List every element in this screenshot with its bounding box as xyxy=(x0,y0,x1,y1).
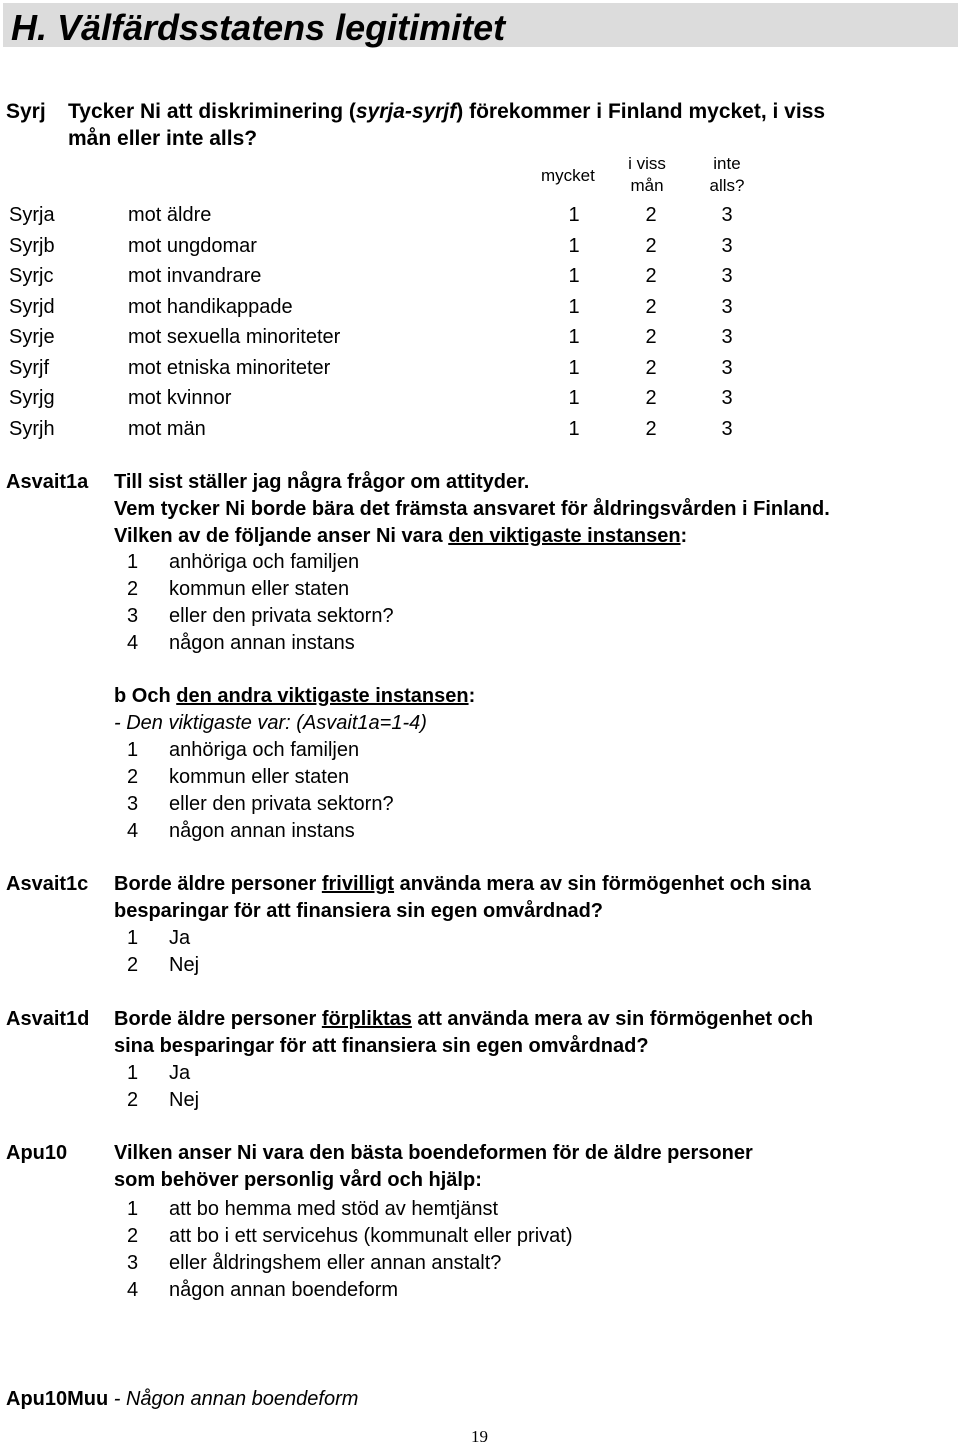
option-label: kommun eller staten xyxy=(169,766,350,788)
option-number: 2 xyxy=(127,578,139,600)
column-header-line: inte xyxy=(713,154,741,173)
asvait1b-line1 xyxy=(114,683,475,709)
text-part: använda mera av sin förmögenhet och sina xyxy=(394,873,811,895)
answer-code-3: 3 xyxy=(721,296,733,318)
option-label: eller den privata sektorn? xyxy=(169,605,394,627)
table-row-code: Syrjf xyxy=(9,357,49,379)
option-number: 3 xyxy=(127,605,139,627)
option-number: 1 xyxy=(127,1198,139,1220)
asvait1d-line1 xyxy=(114,1006,813,1032)
option-number: 3 xyxy=(127,1252,139,1274)
answer-code-3: 3 xyxy=(721,235,733,257)
table-row-code: Syrjh xyxy=(9,418,55,440)
question-code-asvait1d: Asvait1d xyxy=(6,1008,90,1030)
table-row-code: Syrje xyxy=(9,326,55,348)
option-label: anhöriga och familjen xyxy=(169,739,360,761)
answer-code-3: 3 xyxy=(721,357,733,379)
column-header-i-viss-man xyxy=(620,153,674,197)
text-underlined: förpliktas xyxy=(321,1008,412,1030)
answer-code-1: 1 xyxy=(568,204,580,226)
question-code-asvait1a: Asvait1a xyxy=(6,471,89,493)
table-row-label: mot etniska minoriteter xyxy=(128,357,331,379)
answer-code-2: 2 xyxy=(645,357,657,379)
text-part: b Och xyxy=(114,685,177,707)
option-number: 1 xyxy=(127,739,139,761)
option-label: Nej xyxy=(169,1089,200,1111)
section-title: H. Välfärdsstatens legitimitet xyxy=(11,7,506,48)
option-number: 1 xyxy=(127,551,139,573)
apu10muu-text: - Någon annan boendeform xyxy=(108,1388,359,1410)
asvait1b-note: - Den viktigaste var: (Asvait1a=1-4) xyxy=(114,712,427,734)
page-number: 19 xyxy=(471,1427,488,1446)
option-label: eller åldringshem eller annan anstalt? xyxy=(169,1252,502,1274)
answer-code-2: 2 xyxy=(645,387,657,409)
option-number: 2 xyxy=(127,954,139,976)
text-part: Borde äldre personer xyxy=(114,1008,322,1030)
text-underlined: frivilligt xyxy=(321,873,395,895)
column-header-inte-alls xyxy=(704,153,750,197)
answer-code-3: 3 xyxy=(721,418,733,440)
answer-code-3: 3 xyxy=(721,326,733,348)
answer-code-1: 1 xyxy=(568,357,580,379)
option-number: 2 xyxy=(127,1225,139,1247)
table-row-code: Syrjc xyxy=(9,265,54,287)
apu10muu-line xyxy=(6,1386,358,1412)
option-number: 1 xyxy=(127,927,139,949)
option-number: 2 xyxy=(127,766,139,788)
table-row-code: Syrja xyxy=(9,204,55,226)
question-text-italic: syrja-syrjf xyxy=(355,100,457,123)
text-underlined: den viktigaste instansen xyxy=(448,525,681,547)
answer-code-1: 1 xyxy=(568,296,580,318)
answer-code-1: 1 xyxy=(568,326,580,348)
table-row-label: mot ungdomar xyxy=(128,235,257,257)
answer-code-1: 1 xyxy=(568,418,580,440)
column-header-mycket: mycket xyxy=(541,166,595,185)
text-part: Vilken av de följande anser Ni vara xyxy=(114,525,449,547)
option-label: att bo hemma med stöd av hemtjänst xyxy=(169,1198,499,1220)
section-header-bar xyxy=(3,3,958,47)
question-text-part: ) förekommer i Finland mycket, i viss xyxy=(456,100,826,123)
table-row-label: mot män xyxy=(128,418,206,440)
asvait1a-line3 xyxy=(114,523,687,549)
text-part: Borde äldre personer xyxy=(114,873,322,895)
option-number: 4 xyxy=(127,1279,139,1301)
answer-code-1: 1 xyxy=(568,387,580,409)
answer-code-2: 2 xyxy=(645,418,657,440)
table-row-label: mot äldre xyxy=(128,204,212,226)
option-label: att bo i ett servicehus (kommunalt eller privat) xyxy=(169,1225,573,1247)
text-part: : xyxy=(468,685,476,707)
question-code-syrj: Syrj xyxy=(6,100,46,123)
table-row-label: mot invandrare xyxy=(128,265,262,287)
option-label: Nej xyxy=(169,954,200,976)
option-number: 3 xyxy=(127,793,139,815)
question-text-part: Tycker Ni att diskriminering ( xyxy=(68,100,356,123)
table-row-label: mot handikappade xyxy=(128,296,293,318)
asvait1d-line2: sina besparingar för att finansiera sin egen omvårdnad? xyxy=(114,1035,649,1057)
table-row-code: Syrjd xyxy=(9,296,55,318)
option-label: kommun eller staten xyxy=(169,578,350,600)
question-code-apu10: Apu10 xyxy=(6,1142,68,1164)
text-part: : xyxy=(680,525,688,547)
option-number: 4 xyxy=(127,632,139,654)
apu10-line1: Vilken anser Ni vara den bästa boendeformen för de äldre personer xyxy=(114,1142,753,1164)
table-row-label: mot sexuella minoriteter xyxy=(128,326,341,348)
answer-code-1: 1 xyxy=(568,265,580,287)
table-row-code: Syrjb xyxy=(9,235,55,257)
answer-code-2: 2 xyxy=(645,326,657,348)
answer-code-2: 2 xyxy=(645,265,657,287)
option-label: Ja xyxy=(169,927,191,949)
question-text-syrj-line2: mån eller inte alls? xyxy=(68,127,258,150)
option-number: 4 xyxy=(127,820,139,842)
column-header-line: mån xyxy=(630,176,664,195)
answer-code-3: 3 xyxy=(721,204,733,226)
option-label: Ja xyxy=(169,1062,191,1084)
option-label: någon annan instans xyxy=(169,632,355,654)
column-header-line: alls? xyxy=(709,176,745,195)
option-number: 2 xyxy=(127,1089,139,1111)
question-text-syrj xyxy=(68,99,825,125)
answer-code-2: 2 xyxy=(645,235,657,257)
answer-code-3: 3 xyxy=(721,265,733,287)
asvait1a-line2: Vem tycker Ni borde bära det främsta ansvaret för åldringsvården i Finland. xyxy=(114,498,830,520)
text-underlined: den andra viktigaste instansen xyxy=(176,685,469,707)
asvait1c-line1 xyxy=(114,871,811,897)
option-number: 1 xyxy=(127,1062,139,1084)
asvait1c-line2: besparingar för att finansiera sin egen omvårdnad? xyxy=(114,900,604,922)
asvait1a-line1: Till sist ställer jag några frågor om attityder. xyxy=(114,471,530,493)
question-code-asvait1c: Asvait1c xyxy=(6,873,89,895)
column-header-line: i viss xyxy=(628,154,666,173)
apu10-line2: som behöver personlig vård och hjälp: xyxy=(114,1169,482,1191)
option-label: eller den privata sektorn? xyxy=(169,793,394,815)
option-label: någon annan instans xyxy=(169,820,355,842)
table-row-label: mot kvinnor xyxy=(128,387,232,409)
table-row-code: Syrjg xyxy=(9,387,55,409)
option-label: anhöriga och familjen xyxy=(169,551,360,573)
answer-code-3: 3 xyxy=(721,387,733,409)
question-code-apu10muu: Apu10Muu xyxy=(6,1388,109,1410)
answer-code-2: 2 xyxy=(645,204,657,226)
answer-code-1: 1 xyxy=(568,235,580,257)
answer-code-2: 2 xyxy=(645,296,657,318)
text-part: att använda mera av sin förmögenhet och xyxy=(411,1008,814,1030)
option-label: någon annan boendeform xyxy=(169,1279,399,1301)
